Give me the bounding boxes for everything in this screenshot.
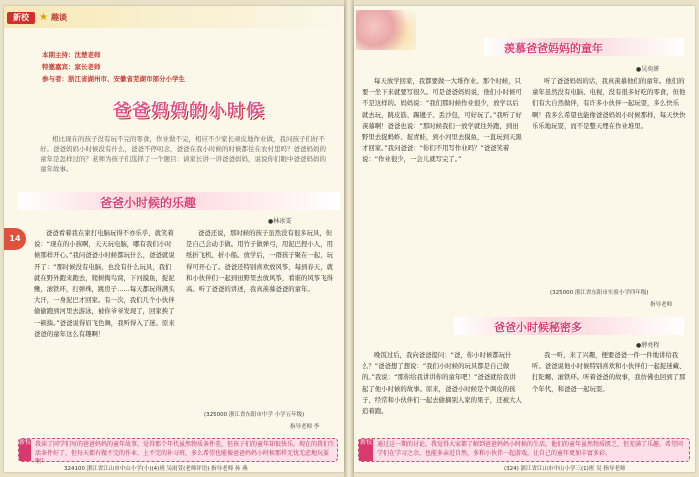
comment-text: 通过这一期的讨论，我觉得大家都了解到爸爸妈妈小时候的生活，他们的童年虽然物质匮乏，但充满了乐趣。希望同学们在学习之余，也能多亲近自然，多和小伙伴一起游戏，让自己的童年更加丰富多彩。 bbox=[377, 441, 684, 457]
article-column-2: 听了爸爸妈妈的话，我真羡慕他们的童年。他们的童年虽然没有电脑、电视，没有很多好吃的零食，但他们有大自然做伴，有许多小伙伴一起玩耍，多么快乐啊！我多么希望也能像爸爸妈妈小时候那样，每天快快乐乐地玩耍，而不是整天埋在作业堆里。 bbox=[532, 77, 686, 130]
teacher-reference: 指导老师 bbox=[650, 302, 673, 308]
teacher-reference: 指导老师 李 bbox=[290, 424, 320, 430]
participants-info: 参与者：浙江省湖州市、安徽省芜湖市部分小学生 bbox=[42, 75, 185, 83]
page-number: 14 bbox=[4, 228, 26, 250]
right-page bbox=[354, 6, 695, 472]
decorative-illustration bbox=[356, 10, 416, 50]
main-title: 爸爸妈妈的小时候 bbox=[113, 101, 265, 121]
school-reference: (325000 浙江省东阳市实验小学四年级) bbox=[550, 290, 649, 296]
article-title: 羡慕爸爸妈妈的童年 bbox=[504, 42, 603, 55]
bottom-credit: 324100 浙江省江山市中山小学(小)(4)班 吴雨萱(老师评语) 指导老师 孙 燕 bbox=[64, 466, 248, 472]
section-title: 爸爸小时候的乐趣 bbox=[100, 196, 197, 210]
host-info: 本期主持：沈楚老师 bbox=[42, 51, 101, 59]
comment-label: 新校 bbox=[19, 439, 31, 461]
school-reference: (325000 浙江省东阳市中学 小学五年级) bbox=[204, 412, 305, 418]
byline: ●林冰雯 bbox=[268, 218, 292, 225]
book-gutter bbox=[344, 0, 354, 477]
article-column-1: 爸爸看着我在家打电脑玩得不亦乐乎，就笑着说：“现在的小孩啊，天天玩电脑，哪有我们小时候那样开心。”我问爸爸小时候都玩什么，爸爸就说开了：“那时候没有电脑，也没有什么玩具，我们就在野外跑来跑去，爬树掏鸟窝，下河摸鱼，捉泥鳅，滚铁环，打弹珠，跳房子……每天都玩得满头大汗，一身泥巴才回家。有一次，我们几个小伙伴偷偷跑到河里去游泳，被你爷爷发现了，回家挨了一顿揍。”爸爸说得眉飞色舞，我听得入了迷。原来爸爸的童年这么有趣啊！ bbox=[34, 229, 175, 338]
comment-box bbox=[358, 438, 690, 462]
bottom-credit: (324) 浙江省江山市中山小学三(1)班 吴 指导老师 bbox=[504, 466, 626, 472]
comment-text: 我读了同学们写的爸爸妈妈的童年故事，觉得那个年代虽然物质条件差，但孩子们的童年却很快乐。现在的我们生活条件好了，但每天都有做不完的作业、上不完的补习班，多么希望也能像爸爸妈妈小时候那样无忧无虑地玩耍啊！ bbox=[35, 441, 336, 465]
article-column-2: 爸爸还说，那时候的孩子虽然没有很多玩具，但是自己会动手做。用竹子做弹弓，用泥巴捏小人，用纸折飞机、折小船。放学后，一群孩子聚在一起，玩得可开心了。爸爸还特别喜欢放风筝，每到春天，就和小伙伴们一起到田野里去放风筝，看谁的风筝飞得高。听了爸爸的讲述，我真羡慕爸爸的童年。 bbox=[186, 229, 333, 294]
section-title: 爸爸小时候秘密多 bbox=[494, 321, 582, 334]
guest-info: 特邀嘉宾：家长老师 bbox=[42, 63, 101, 71]
badge-label: 趣谈 bbox=[51, 13, 67, 22]
comment-label: 新校 bbox=[359, 439, 373, 461]
byline: ●吴奕妍 bbox=[636, 66, 660, 73]
star-icon: ★ bbox=[39, 12, 48, 23]
article-column-4: 我一听，来了兴趣，便要爸爸一件一件地讲给我听。爸爸说他小时候特别喜欢和小伙伴们一起捉迷藏、打陀螺、滚铁环。听着爸爸的故事，我仿佛也回到了那个年代，和爸爸一起玩耍。 bbox=[532, 351, 686, 393]
article-column-3: 晚饭过后，我向爸爸提问：“爸，你小时候都玩什么？”爸爸想了想说：“我们小时候的玩具都是自己做的。”我说：“那你给我讲讲你的童年吧！”爸爸就给我讲起了他小时候的故事。原来，爸爸小时候是个调皮的孩子，经常和小伙伴们一起去偷摘别人家的果子，还被大人追着跑。 bbox=[362, 351, 522, 416]
section-badge: 新校 bbox=[7, 12, 35, 24]
left-page bbox=[4, 6, 344, 472]
byline: ●薛亮程 bbox=[636, 342, 660, 349]
comment-box bbox=[18, 438, 338, 465]
intro-text: 相比现在的孩子没有玩不完的零食，作业做不完，相应不少家长顽皮地作业做，我问孩子们好不好。爸爸妈妈小时候没有什么，爸爸不停叨念，爸爸在我小时候的时候都住在农村里吗？爸爸妈妈的童年是怎样过的？老师为孩子们选择了一个题目：请家长讲一讲爸爸妈妈，说说你们眼中爸爸妈妈的童年故事。 bbox=[40, 135, 326, 173]
article-column-1: 每天放学回家，我都要做一大堆作业。那个时候，只要一坐下来就要写很久。可是爸爸妈妈说，他们小时候可不是这样的。妈妈说：“我们那时候作业很少，放学以后就去玩，跳皮筋、踢毽子、丢沙包，可好玩了。”我听了好羡慕啊！爸爸也说：“那时候我们一放学就往外跑，到田野里去捉蚂蚱、捉青蛙，到小河里去摸鱼，一直玩到天黑才回家。”我问爸爸：“你们不用写作业吗？”爸爸笑着说：“作业很少，一会儿就写完了。” bbox=[362, 77, 522, 164]
